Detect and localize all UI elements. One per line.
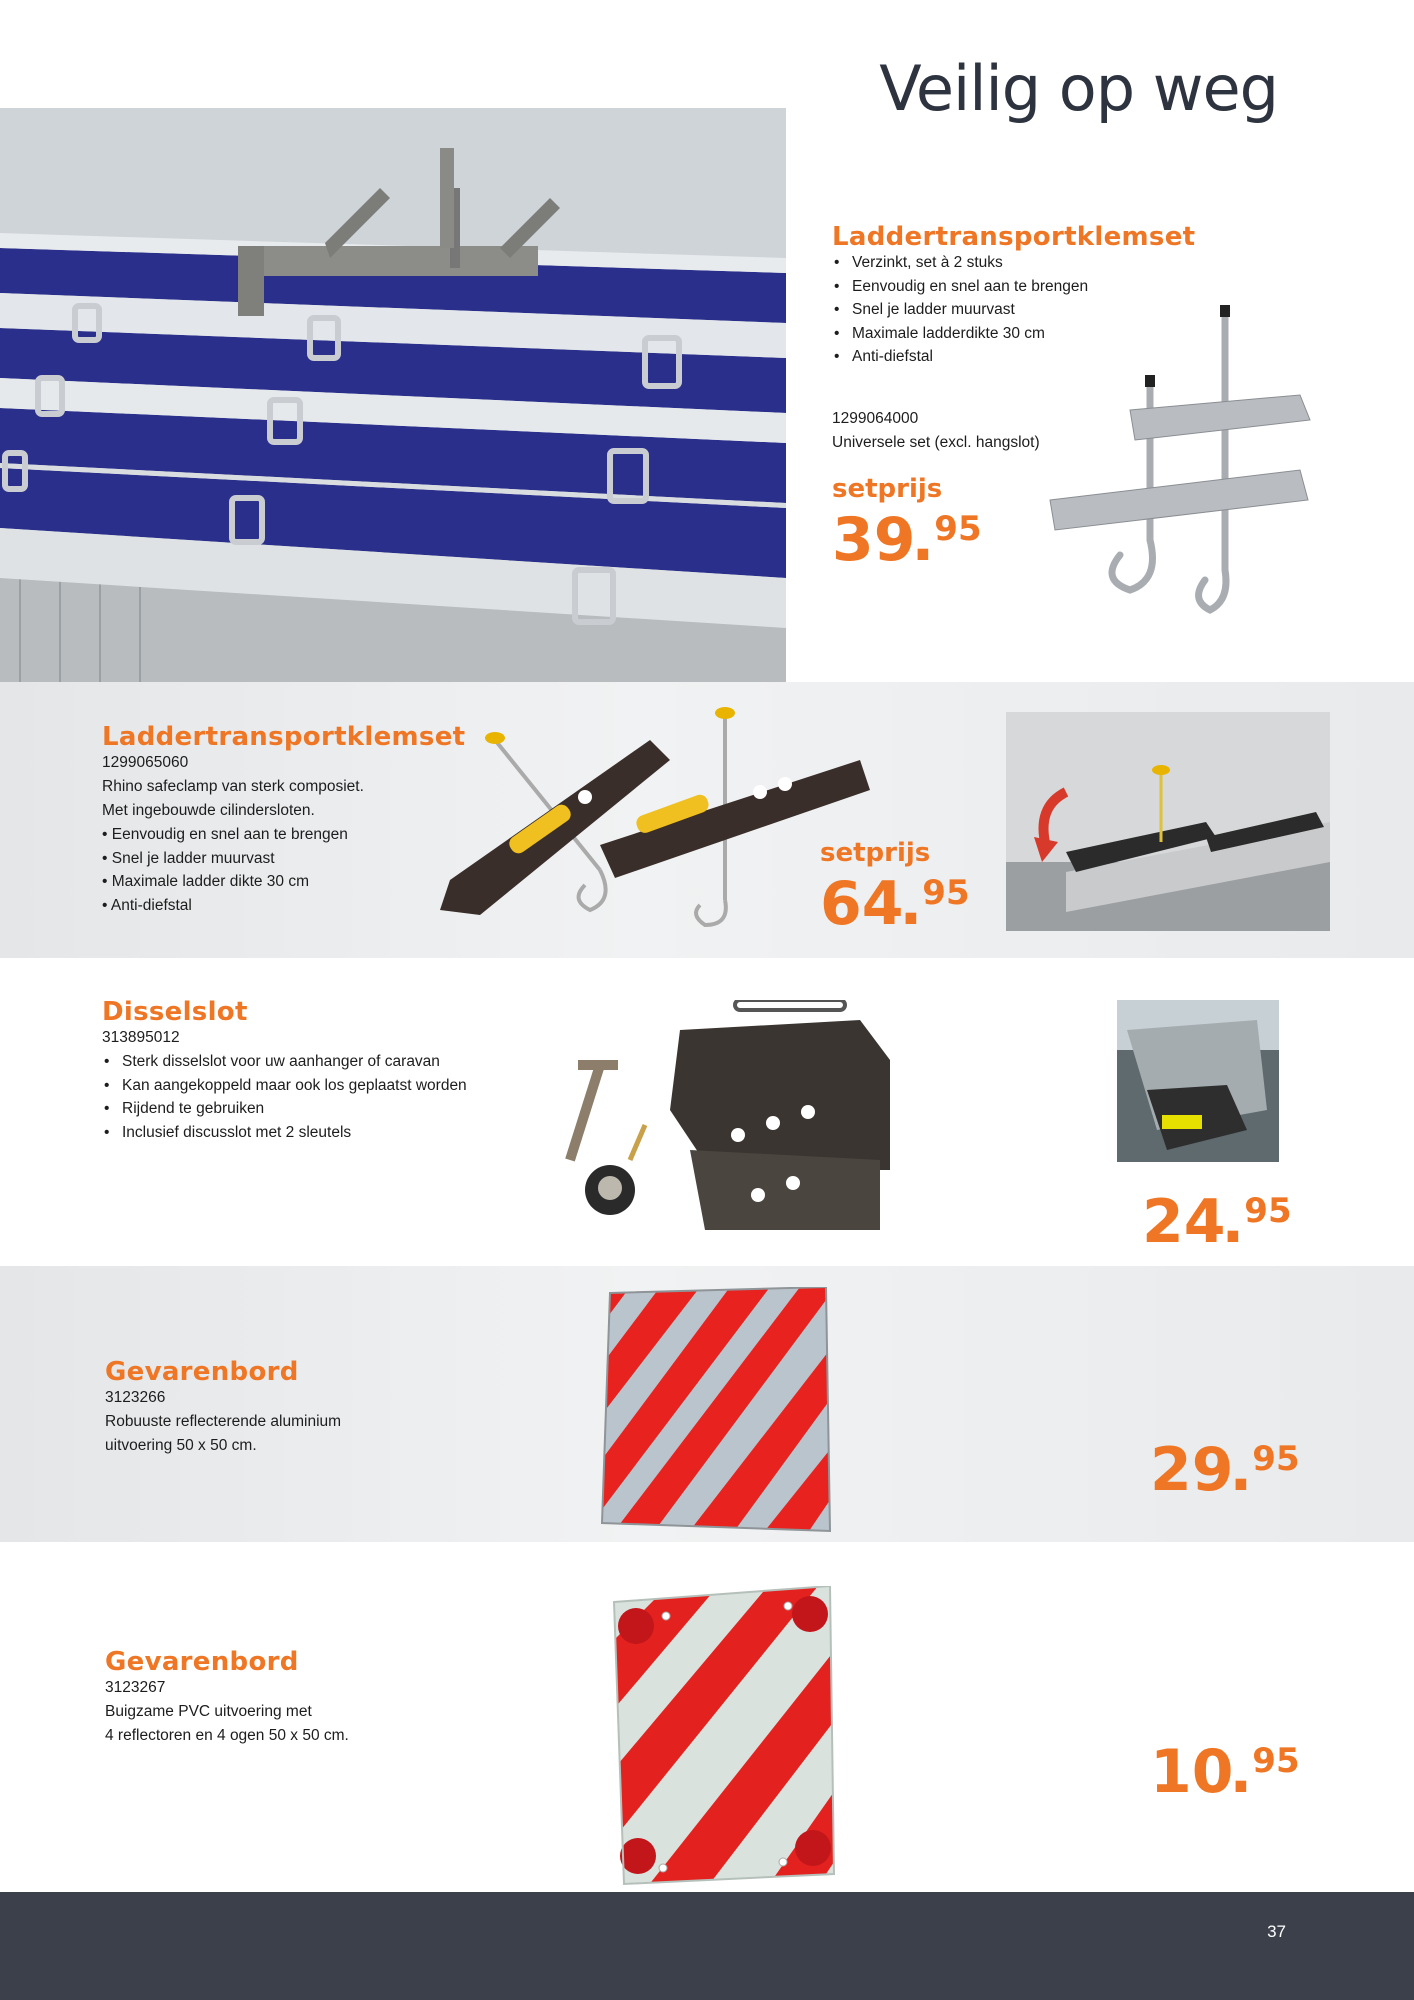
price-cents: 95: [1252, 1741, 1300, 1781]
setprijs-label: setprijs: [832, 474, 943, 504]
price: 39.95: [832, 505, 982, 575]
price: 10.95: [1150, 1737, 1300, 1807]
price-cents: 95: [934, 509, 982, 549]
price: 29.95: [1150, 1435, 1300, 1505]
feature-list: [102, 823, 402, 917]
product-code: 313895012: [102, 1029, 180, 1046]
price-whole: 10: [1150, 1737, 1234, 1807]
feature-item: • Eenvoudig en snel aan te brengen: [852, 275, 1152, 299]
feature-item: • Maximale ladderdikte 30 cm: [852, 322, 1152, 346]
warning-sign-pvc-image: [608, 1586, 838, 1886]
price-whole: 24: [1142, 1187, 1226, 1257]
product-desc: uitvoering 50 x 50 cm.: [105, 1437, 257, 1454]
product-title: Gevarenbord: [105, 1357, 299, 1387]
feature-list: [102, 1050, 522, 1144]
product-note: Universele set (excl. hangslot): [832, 434, 1040, 451]
footer-bar: [0, 1892, 1414, 2000]
feature-item: • Kan aangekoppeld maar ook los geplaatst worden: [122, 1074, 522, 1098]
product-title: Laddertransportklemset: [102, 722, 466, 752]
product-code: 3123266: [105, 1389, 166, 1406]
page-number: 37: [1267, 1922, 1286, 1941]
feature-item: • Maximale ladder dikte 30 cm: [102, 870, 402, 894]
clamp-set-image: [1040, 300, 1330, 670]
price: 24.95: [1142, 1187, 1292, 1257]
disselslot-image: [560, 1000, 895, 1235]
feature-item: • Anti-diefstal: [102, 894, 402, 918]
feature-item: • Sterk disselslot voor uw aanhanger of caravan: [122, 1050, 522, 1074]
product-desc: Met ingebouwde cilindersloten.: [102, 802, 315, 819]
page-title: Veilig op weg: [879, 52, 1278, 125]
ladder-photo: [0, 108, 786, 682]
warning-sign-aluminium-image: [600, 1287, 832, 1537]
product-title: Disselslot: [102, 997, 248, 1027]
feature-item: • Snel je ladder muurvast: [852, 298, 1152, 322]
price: 64.95: [820, 869, 970, 939]
rhino-clamp-usage-photo: [1006, 712, 1330, 931]
price-whole: 64: [820, 869, 904, 939]
price-cents: 95: [922, 873, 970, 913]
product-code: 3123267: [105, 1679, 166, 1696]
price-cents: 95: [1244, 1191, 1292, 1231]
feature-item: • Rijdend te gebruiken: [122, 1097, 522, 1121]
feature-item: • Eenvoudig en snel aan te brengen: [102, 823, 402, 847]
setprijs-label: setprijs: [820, 838, 931, 868]
product-desc: Rhino safeclamp van sterk composiet.: [102, 778, 364, 795]
feature-item: • Snel je ladder muurvast: [102, 847, 402, 871]
price-cents: 95: [1252, 1439, 1300, 1479]
rhino-clamp-image: [440, 700, 870, 940]
product-desc: 4 reflectoren en 4 ogen 50 x 50 cm.: [105, 1727, 349, 1744]
feature-item: • Inclusief discusslot met 2 sleutels: [122, 1121, 522, 1145]
product-desc: Robuuste reflecterende aluminium: [105, 1413, 342, 1430]
feature-item: • Verzinkt, set à 2 stuks: [852, 251, 1152, 275]
feature-item: • Anti-diefstal: [852, 345, 1152, 369]
disselslot-usage-photo: [1117, 1000, 1279, 1162]
price-whole: 29: [1150, 1435, 1234, 1505]
product-title: Gevarenbord: [105, 1647, 299, 1677]
product-code: 1299065060: [102, 754, 189, 771]
product-code: 1299064000: [832, 410, 919, 427]
price-whole: 39: [832, 505, 916, 575]
product-desc: Buigzame PVC uitvoering met: [105, 1703, 312, 1720]
product-title: Laddertransportklemset: [832, 222, 1196, 252]
